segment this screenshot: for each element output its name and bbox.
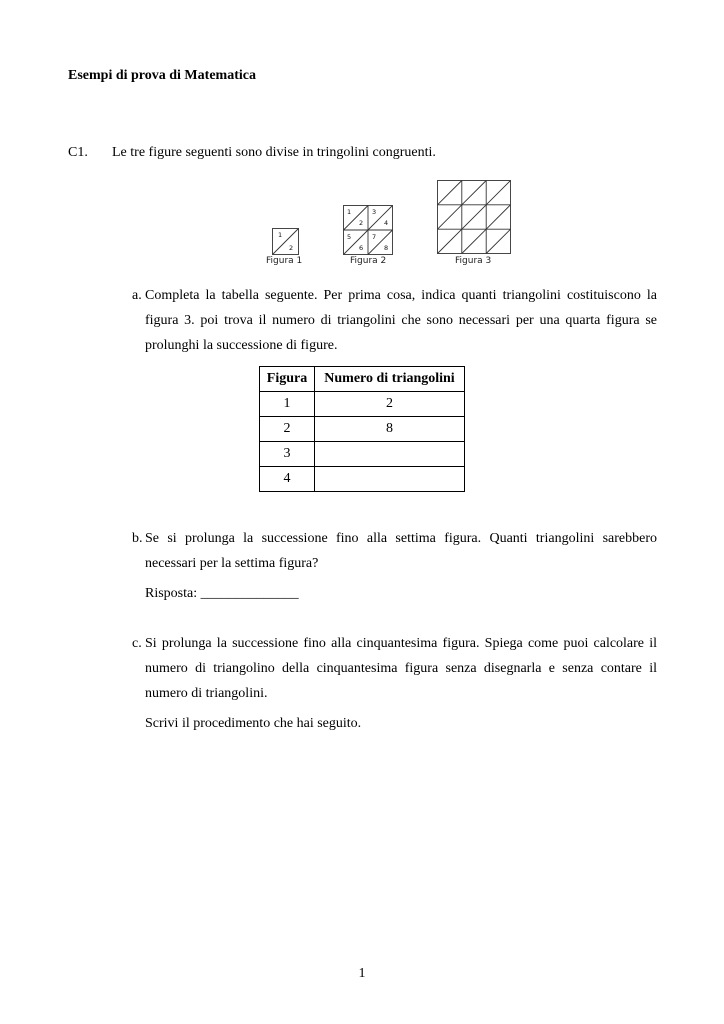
table-cell [315,442,465,467]
figura-1-caption: Figura 1 [266,256,303,266]
question-text: Le tre figure seguenti sono divise in tringolini congruenti. [112,145,436,160]
item-b-marker: b. [132,531,143,546]
figura-3-drawing [437,180,512,256]
table-cell: 4 [260,467,315,492]
table-header-row [260,367,465,392]
item-c [132,631,657,706]
figura-2-number: 2 [359,219,364,227]
table-row [260,467,465,492]
table-row [260,417,465,442]
procedure-instruction: Scrivi il procedimento che hai seguito. [145,716,362,731]
figura-2-number: 3 [372,208,377,216]
table-header-numero: Numero di triangolini [315,367,465,392]
item-a-text: Completa la tabella seguente. Per prima cosa, indica quanti triangolini costituiscono la figura 3. poi trova il numero di triangolini che sono necessari per una quarta figura se prolunghi la successione di figure. [145,288,657,353]
figura-2-number: 8 [384,244,389,252]
item-b-text: Se si prolunga la successione fino alla settima figura. Quanti triangolini sarebbero necessari per la settima figura? [145,531,657,571]
figura-3-caption: Figura 3 [455,256,492,266]
item-a-marker: a. [132,288,142,303]
item-b [132,526,657,576]
table-cell [315,467,465,492]
figura-1-number: 1 [278,231,283,239]
item-a [132,283,657,358]
triangles-table [259,366,465,492]
figures-group [262,178,512,270]
figura-2-number: 6 [359,244,364,252]
figura-2-number: 7 [372,233,377,241]
figura-2-number: 1 [347,208,352,216]
figura-1-drawing [272,228,300,256]
table-cell: 2 [260,417,315,442]
figura-2-number: 5 [347,233,352,241]
page-number: 1 [358,966,366,981]
table-header-figura: Figura [260,367,315,392]
table-cell: 1 [260,392,315,417]
answer-line: Risposta: ______________ [145,586,299,601]
item-c-marker: c. [132,636,142,651]
question-label: C1. [68,145,88,160]
item-c-text: Si prolunga la successione fino alla cinquantesima figura. Spiega come puoi calcolare il numero di triangolino della cinquantesima figura senza disegnarla e senza contare il numero di triangolini. [145,636,657,701]
figura-2-drawing [343,205,394,256]
figura-2-caption: Figura 2 [350,256,387,266]
table-cell: 3 [260,442,315,467]
table-row [260,392,465,417]
table-row [260,442,465,467]
figura-2-number: 4 [384,219,389,227]
document-title: Esempi di prova di Matematica [68,68,256,83]
table-cell: 8 [315,417,465,442]
table-cell: 2 [315,392,465,417]
figura-1-number: 2 [289,244,294,252]
